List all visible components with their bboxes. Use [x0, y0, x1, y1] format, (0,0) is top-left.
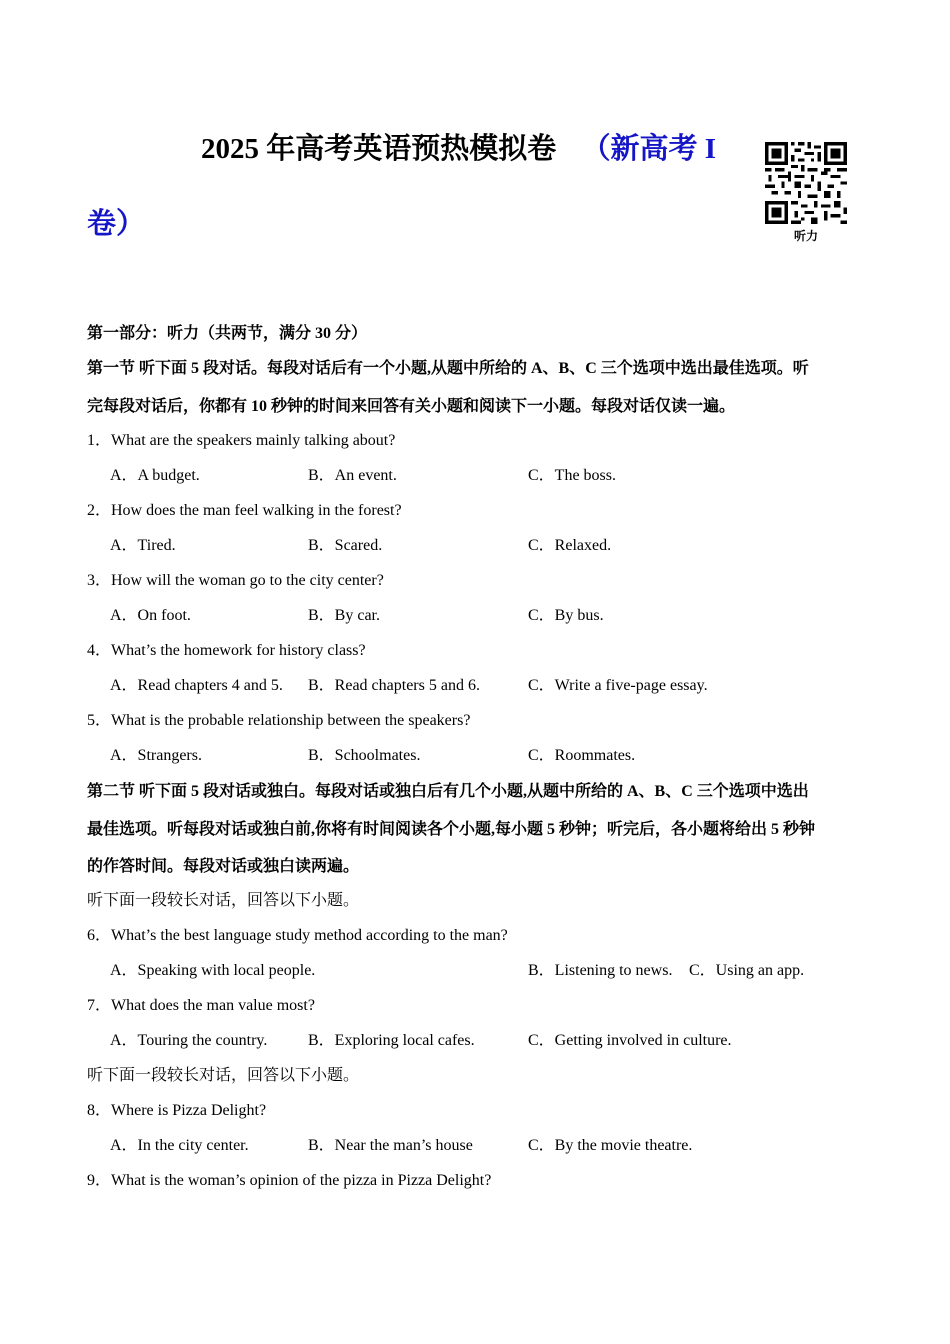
- qr-label: 听力: [793, 229, 818, 243]
- question-4: 4．What’s the homework for history class?: [87, 642, 366, 659]
- question-3: 3．How will the woman go to the city center?: [87, 572, 384, 589]
- question-5: 5．What is the probable relationship between the speakers?: [87, 712, 471, 729]
- q1-option-b[interactable]: B．An event.: [308, 467, 397, 484]
- q2-option-b[interactable]: B．Scared.: [308, 537, 383, 554]
- q8-option-a[interactable]: A．In the city center.: [110, 1137, 249, 1154]
- q3-option-c[interactable]: C．By bus.: [528, 607, 604, 624]
- q3-option-a[interactable]: A．On foot.: [110, 607, 191, 624]
- question-2: 2．How does the man feel walking in the forest?: [87, 502, 402, 519]
- section2-instructions: 第二节 听下面 5 段对话或独白。每段对话或独白后有几个小题,从题中所给的 A、B、C 三个选项中选出: [87, 783, 809, 800]
- q6-option-c[interactable]: C．Using an app.: [689, 962, 805, 979]
- section2-instructions-cont: 最佳选项。听每段对话或独白前,你将有时间阅读各个小题,每小题 5 秒钟；听完后，各小题将给出 5 秒钟: [87, 821, 816, 838]
- q7-option-a[interactable]: A．Touring the country.: [110, 1032, 268, 1049]
- dialogue-instruction: 听下面一段较长对话，回答以下小题。: [87, 892, 360, 909]
- title-edition: （新高考 I: [581, 133, 717, 165]
- q8-option-b[interactable]: B．Near the man’s house: [308, 1137, 473, 1154]
- q4-option-b[interactable]: B．Read chapters 5 and 6.: [308, 677, 480, 694]
- q7-option-c[interactable]: C．Getting involved in culture.: [528, 1032, 732, 1049]
- q4-option-c[interactable]: C．Write a five-page essay.: [528, 677, 708, 694]
- q6-option-a[interactable]: A．Speaking with local people.: [110, 962, 316, 979]
- title-edition-continued: 卷）: [87, 208, 146, 240]
- section1-instructions-cont: 完每段对话后，你都有 10 秒钟的时间来回答有关小题和阅读下一小题。每段对话仅读一遍。: [87, 398, 736, 415]
- question-1: 1．What are the speakers mainly talking about?: [87, 432, 396, 449]
- question-9: 9．What is the woman’s opinion of the pizza in Pizza Delight?: [87, 1172, 492, 1189]
- q3-option-b[interactable]: B．By car.: [308, 607, 380, 624]
- q5-option-a[interactable]: A．Strangers.: [110, 747, 202, 764]
- q6-option-b[interactable]: B．Listening to news.: [528, 962, 673, 979]
- q2-option-a[interactable]: A．Tired.: [110, 537, 176, 554]
- page-title: [201, 131, 716, 167]
- part1-heading: 第一部分：听力（共两节，满分 30 分）: [87, 325, 368, 342]
- q5-option-c[interactable]: C．Roommates.: [528, 747, 636, 764]
- q4-option-a[interactable]: A．Read chapters 4 and 5.: [110, 677, 283, 694]
- q2-option-c[interactable]: C．Relaxed.: [528, 537, 612, 554]
- section2-instructions-end: 的作答时间。每段对话或独白读两遍。: [87, 858, 360, 875]
- title-main: 2025 年高考英语预热模拟卷: [201, 133, 557, 165]
- question-7: 7．What does the man value most?: [87, 997, 315, 1014]
- dialogue-instruction-2: 听下面一段较长对话，回答以下小题。: [87, 1067, 360, 1084]
- q1-option-a[interactable]: A．A budget.: [110, 467, 200, 484]
- section1-instructions: 第一节 听下面 5 段对话。每段对话后有一个小题,从题中所给的 A、B、C 三个选项中选出最佳选项。听: [87, 360, 809, 377]
- q7-option-b[interactable]: B．Exploring local cafes.: [308, 1032, 475, 1049]
- question-8: 8．Where is Pizza Delight?: [87, 1102, 267, 1119]
- q1-option-c[interactable]: C．The boss.: [528, 467, 617, 484]
- q5-option-b[interactable]: B．Schoolmates.: [308, 747, 421, 764]
- question-6: 6．What’s the best language study method according to the man?: [87, 927, 508, 944]
- q8-option-c[interactable]: C．By the movie theatre.: [528, 1137, 693, 1154]
- qr-code-icon[interactable]: [765, 142, 847, 224]
